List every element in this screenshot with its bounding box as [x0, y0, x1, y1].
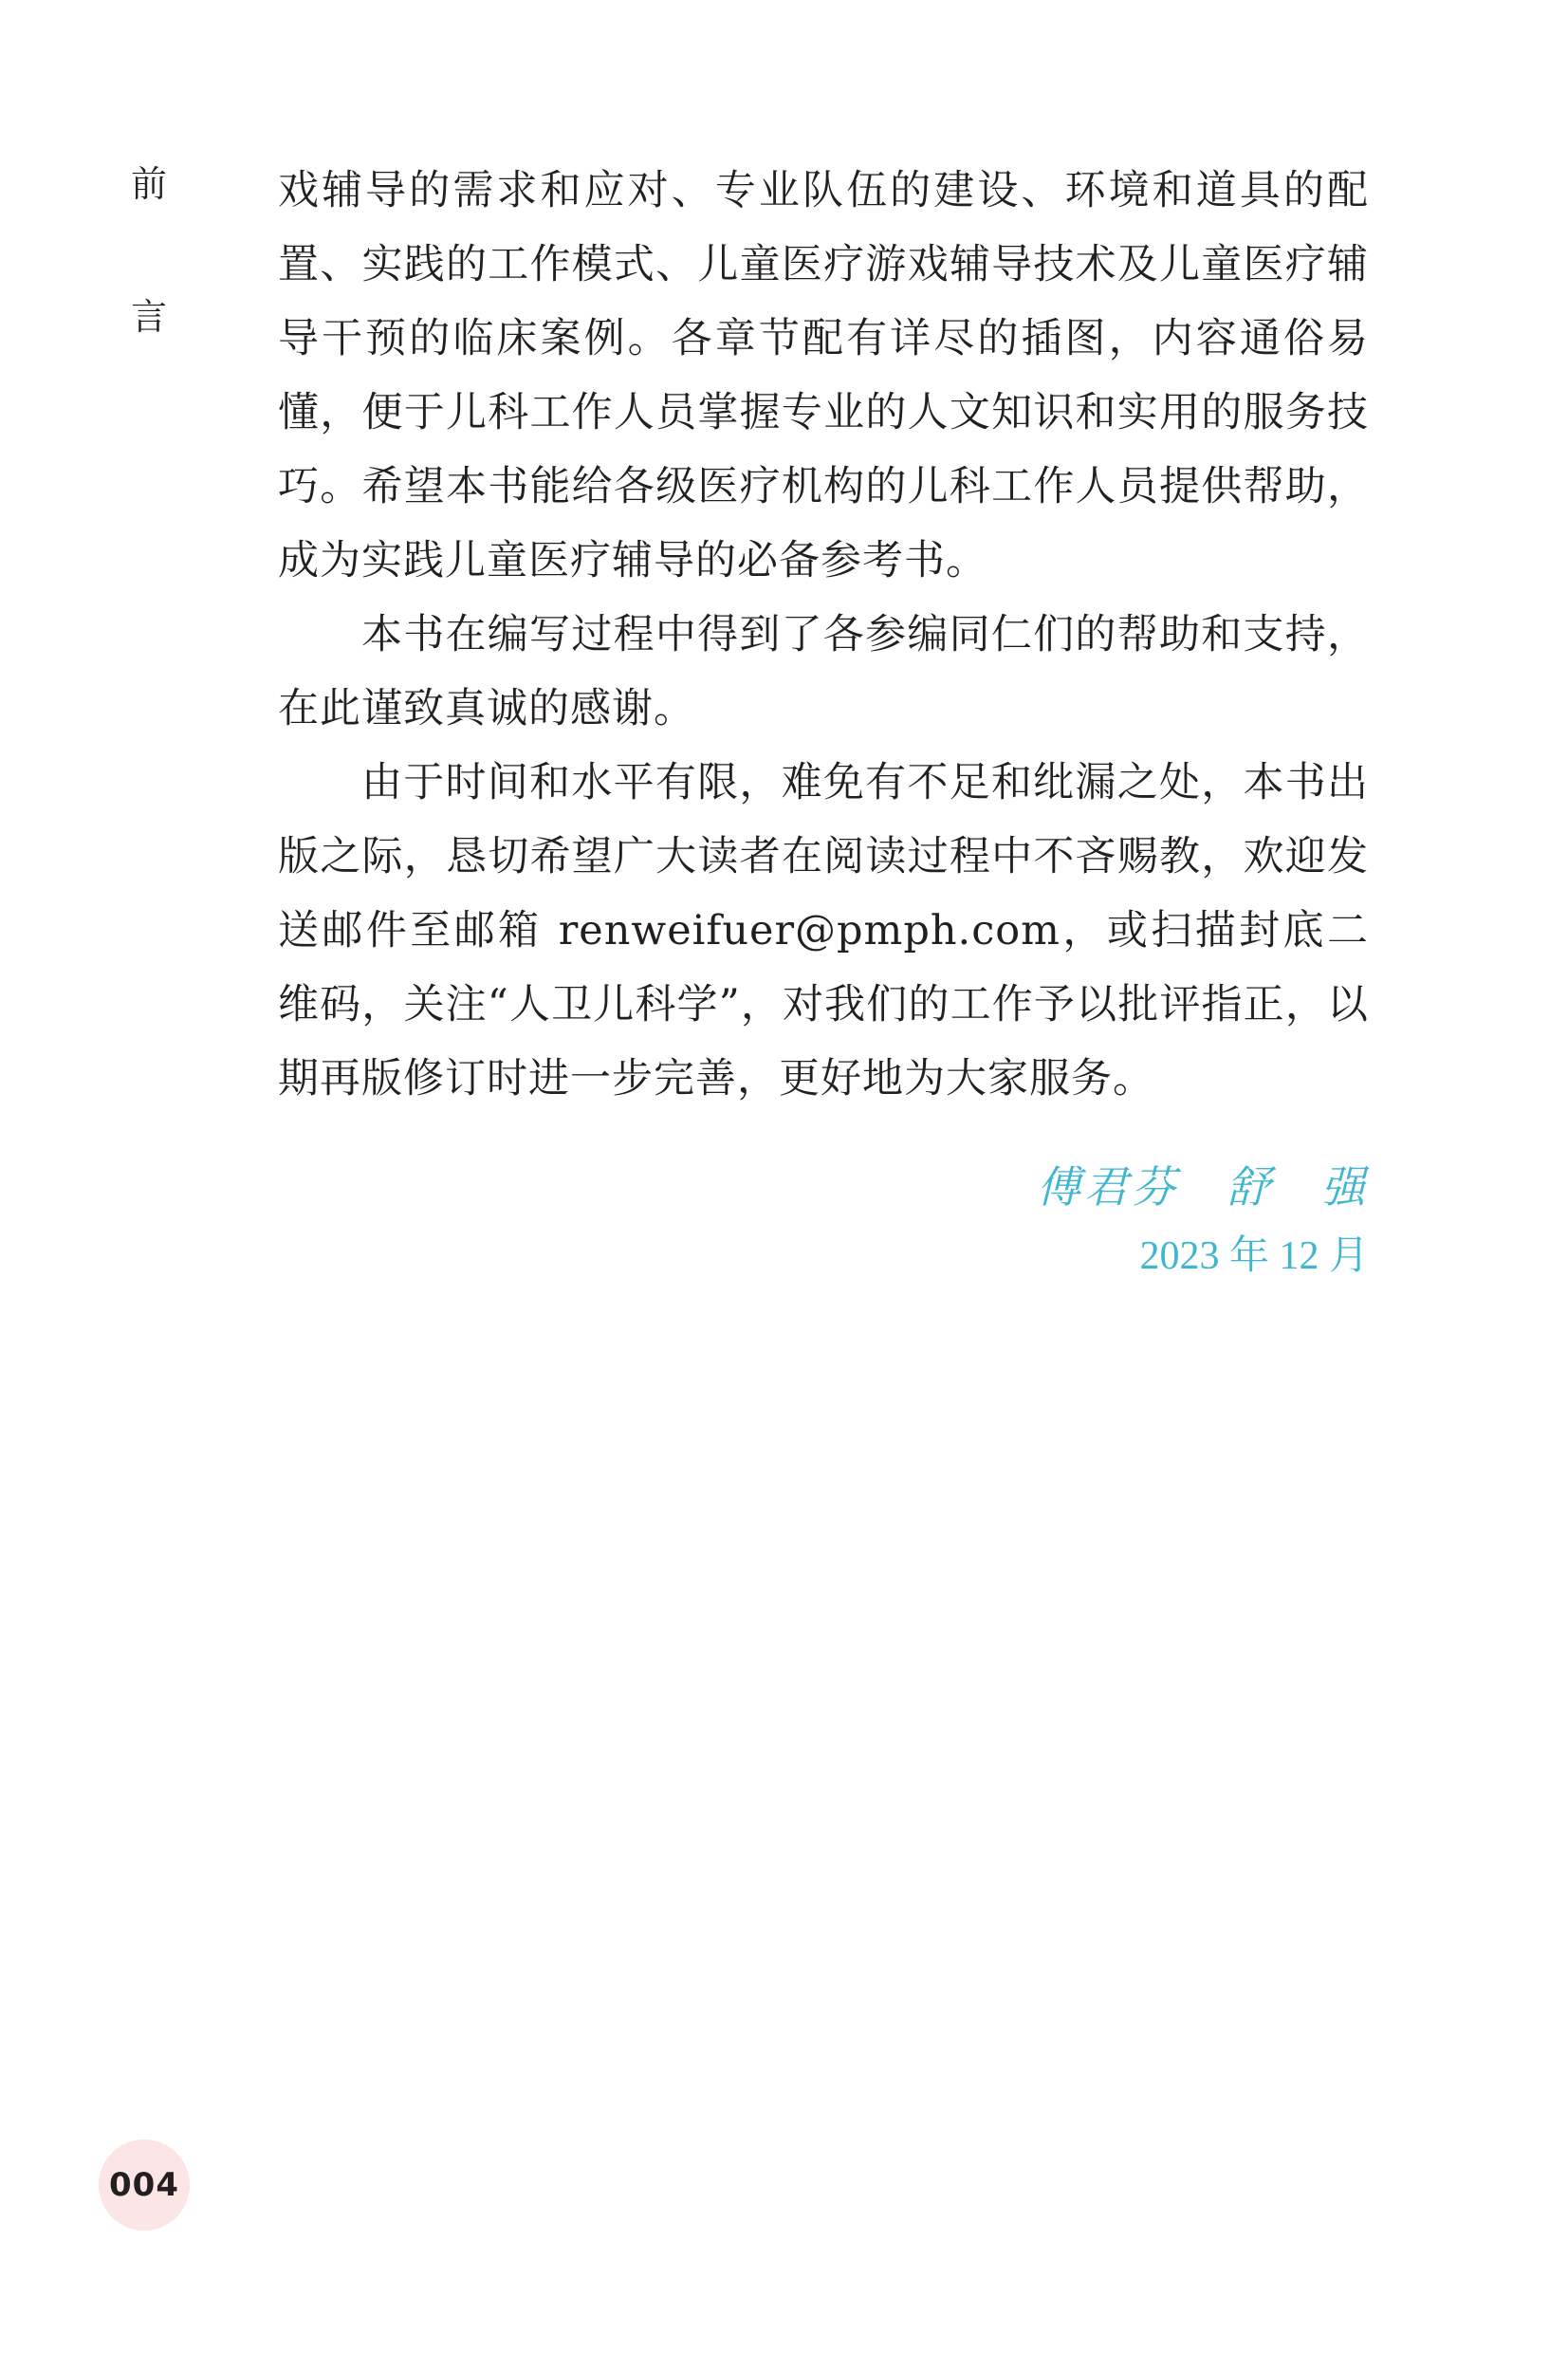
page-number-badge	[99, 2140, 190, 2231]
paragraph-3: 由于时间和水平有限，难免有不足和纰漏之处，本书出版之际，恳切希望广大读者在阅读过程中不吝赐教，欢迎发送邮件至邮箱 renweifuer@pmph.com，或扫描封底二维码，关注“人卫儿科学”，对我们的工作予以批评指正，以期再版修订时进一步完善，更好地为大家服务。	[278, 759, 1369, 1102]
page-number: 004	[109, 2166, 179, 2204]
signature-authors: 傅君芬 舒 强	[1037, 1161, 1369, 1213]
paragraph-2: 本书在编写过程中得到了各参编同仁们的帮助和支持，在此谨致真诚的感谢。	[278, 611, 1369, 732]
paragraph-1: 戏辅导的需求和应对、专业队伍的建设、环境和道具的配置、实践的工作模式、儿童医疗游戏辅导技术及儿童医疗辅导干预的临床案例。各章节配有详尽的插图，内容通俗易懂，便于儿科工作人员掌握专业的人文知识和实用的服务技巧。希望本书能给各级医疗机构的儿科工作人员提供帮助，成为实践儿童医疗辅导的必备参考书。	[278, 167, 1369, 584]
side-title-char-2: 言	[130, 296, 167, 338]
side-title-char-1: 前	[130, 163, 167, 205]
signature-date: 2023 年 12 月	[1139, 1234, 1369, 1278]
body-text	[278, 154, 1369, 1116]
